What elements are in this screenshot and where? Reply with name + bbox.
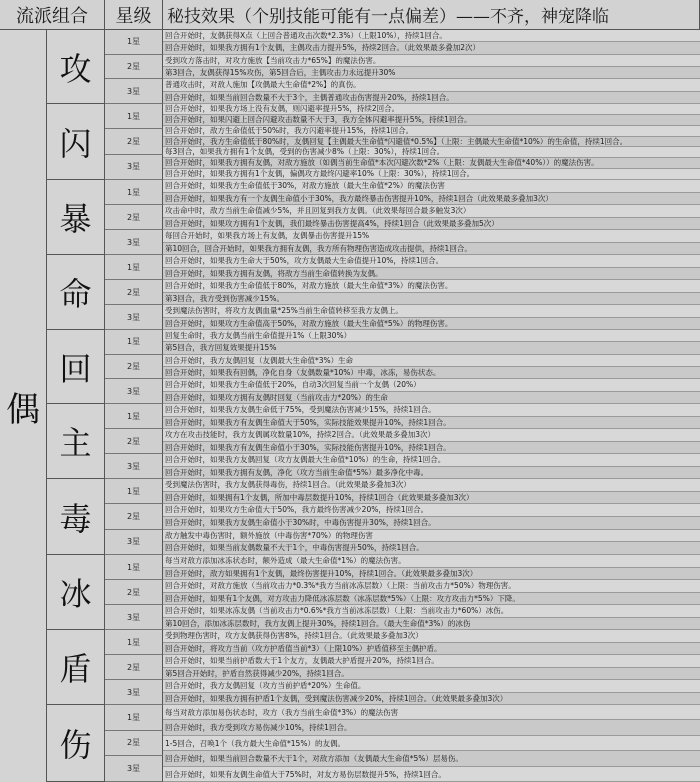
effect-row: 回合开始时，如果我方生命值低于20%，自动3次回复当前一个友偶（20%）	[163, 379, 700, 391]
star-level: 3星	[105, 379, 163, 404]
effect-row: 1-5回合，召唤1个（我方最大生命值*15%）的友偶。	[163, 736, 700, 751]
star-level: 2星	[105, 655, 163, 680]
effect-row: 回合开始时，如果拥有1个友偶，所加中毒层数提升10%，持续1回合（此效果最多叠加3次）	[163, 492, 700, 505]
effect-row: 普通攻击时，对敌人施加【攻偶最大生命值*2%】的真伤。	[163, 79, 700, 91]
effect-row: 回合开始时，如果我方生命值低于30%，对敌方施放（最大生命值*2%）的魔法伤害	[163, 180, 700, 193]
effect-row: 每当对敌方添加冰冻状态时，额外造成（最大生命值*1%）的魔法伤害。	[163, 555, 700, 568]
star-level: 2星	[105, 580, 163, 605]
star-level: 3星	[105, 756, 163, 782]
effect-row: 回合开始时，如果有1个友偶，对方攻击力降低冰冻层数（冰冻层数*5%）（上限：攻方攻击力*5%）下降。	[163, 593, 700, 606]
school-name: 冰	[46, 555, 105, 630]
school-name: 毒	[46, 479, 105, 555]
star-level: 1星	[105, 555, 163, 580]
effect-row: 回复生命时，我方友偶当前生命值提升1%（上限30%）	[163, 330, 700, 342]
star-level: 3星	[105, 230, 163, 255]
effect-row: 回合开始时，如果我方友偶生命低于75%，受到魔法伤害减少15%，持续1回合。	[163, 404, 700, 417]
star-level: 3星	[105, 680, 163, 705]
star-level: 2星	[105, 429, 163, 454]
group-label: 偶	[0, 30, 46, 782]
effect-row: 每回合开始时，如果我方场上有友偶，友偶暴击伤害提升15%	[163, 230, 700, 243]
star-level: 3星	[105, 79, 163, 104]
star-level: 1星	[105, 330, 163, 355]
school-name: 主	[46, 404, 105, 479]
header-star: 星级	[105, 0, 163, 30]
header-effect: 秘技效果（个别技能可能有一点偏差）——不齐，神宠降临	[163, 0, 700, 30]
effect-row: 回合开始时，如果我方有友偶生命值大于50%，实际技能效果提升10%，持续1回合。	[163, 417, 700, 430]
header-school: 流派组合	[0, 0, 105, 30]
effect-row: 受到魔法伤害时，我方友偶获得毒伤，持续1回合。（此效果最多叠加3次）	[163, 479, 700, 492]
effect-row: 回合开始时，如果我方友偶生命值小于30%时，中毒伤害提升30%，持续1回合。	[163, 517, 700, 530]
star-level: 2星	[105, 205, 163, 230]
star-level: 2星	[105, 129, 163, 154]
effect-row: 敌方触发中毒伤害时，额外施放（中毒伤害*70%）的物理伤害	[163, 530, 700, 543]
effect-row: 回合开始时，如果冰冻友偶（当前攻击力*0.6%*我方当前冰冻层数）（上限：当前攻击力*60%）冰伤。	[163, 605, 700, 618]
star-level: 1星	[105, 255, 163, 280]
effect-row: 回合开始时，如果当前回合数量不大于3个，主偶普通攻击伤害提升20%，持续1回合。	[163, 92, 700, 104]
effect-row: 第10回合，添加冰冻层数时，我方友偶上提升30%，持续1回合。（最大生命值*3%）的冰伤	[163, 618, 700, 631]
effect-row: 第5回合，我方回复效果提升15%	[163, 342, 700, 354]
effect-row: 回合开始时，如果我方有友偶生命值小于30%，实际技能伤害提升10%，持续1回合。	[163, 442, 700, 455]
effect-row: 每当对敌方添加易伤状态时，攻方（我方当前生命值*3%）的魔法伤害	[163, 705, 700, 720]
effect-row: 回合开始时，如果我有回偶，净化自身（友偶数量*10%）中毒，冰冻，易伤状态。	[163, 367, 700, 379]
effect-row: 回合开始时，如果我方生命大于50%，攻方友偶最大生命值提升10%，持续1回合。	[163, 255, 700, 268]
effect-row: 受到物理伤害时，攻方友偶获得伤害8%，持续1回合。（此效果最多叠加3次）	[163, 630, 700, 643]
effect-row: 攻击命中时，敌方当前生命值减少5%，并且回复到我方友偶。（此效果每回合最多触发3次）	[163, 205, 700, 218]
effect-row: 回合开始时，如果有友偶生命值大于75%时，对友方易伤层数提升5%，持续1回合。	[163, 767, 700, 782]
effect-row: 回合开始时，如果攻方拥有1个友偶，我们最终暴击伤害提高4%，持续1回合（此效果最多叠加5次）	[163, 218, 700, 231]
effect-row: 受到魔法伤害时，将攻方友偶血量*25%当前生命值转移至我方友偶上。	[163, 305, 700, 318]
star-level: 3星	[105, 605, 163, 630]
school-name: 伤	[46, 705, 105, 782]
star-level: 1星	[105, 180, 163, 205]
school-name: 攻	[46, 30, 105, 104]
star-level: 1星	[105, 479, 163, 504]
effect-row: 回合开始时，如果我方友偶回复（攻方友偶最大生命值*10%）的生命，持续1回合。	[163, 454, 700, 467]
effect-row: 回合开始时，如果我方场上没有友偶，则闪避率提升5%，持续2回合。	[163, 104, 700, 115]
star-level: 1星	[105, 30, 163, 55]
effect-row: 受到攻方落击时，对攻方施放【当前攻击力*65%】的魔法伤害。	[163, 55, 700, 67]
effect-row: 回合开始时，我方生命值低于80%时，友偶回复【主偶最大生命值*闪避值*0.5%】（上限：主偶最大生命值*10%）的生命值，持续1回合。	[163, 137, 700, 148]
school-name: 命	[46, 255, 105, 330]
effect-row: 回合开始时，如果当前回合数量不大于1个，对敌方添加（友偶最大生命值*5%）层易伤。	[163, 751, 700, 766]
star-level: 2星	[105, 280, 163, 305]
star-level: 1星	[105, 630, 163, 655]
star-level: 2星	[105, 504, 163, 529]
effect-row: 回合开始时，如果当前护盾数大于1个友方，友偶最大护盾提升20%，持续1回合。	[163, 655, 700, 668]
effect-row: 攻方在攻击技能时，我方友偶属攻数量10%，持续2回合。（此效果最多叠加3次）	[163, 429, 700, 442]
effect-row: 回合开始时，如果我方拥有1个友偶，主偶攻击力提升5%，持续2回合。（此效果最多叠加2次）	[163, 42, 700, 54]
effect-row: 回合开始时，如果攻方生命值高于50%，对敌方施放（最大生命值*5%）的物理伤害。	[163, 318, 700, 331]
star-level: 2星	[105, 731, 163, 757]
effect-row: 每3回合，如果我方拥有1个友偶，受到的伤害减少8%（上限：30%），持续1回合。	[163, 147, 700, 158]
effect-row: 回合开始时，如果攻方拥有友偶时回复（当前攻击力*20%）的生命	[163, 392, 700, 404]
effect-row: 回合开始时，我方友偶回复（攻方当前护盾*20%）生命值。	[163, 680, 700, 693]
effect-row: 回合开始时，如果攻方生命值大于50%，我方最终伤害减少20%，持续1回合。	[163, 504, 700, 517]
effect-row: 回合开始时，如果我方拥有护盾1个友偶，受到魔法伤害减少20%，持续1回合。（此效果最多叠加3次）	[163, 693, 700, 706]
star-level: 3星	[105, 155, 163, 180]
star-level: 1星	[105, 104, 163, 129]
school-name: 闪	[46, 104, 105, 180]
school-name: 盾	[46, 630, 105, 705]
effect-row: 回合开始时，友偶获得X点（上回合普通攻击次数*2.3%）（上限10%），持续1回合。	[163, 30, 700, 42]
effect-row: 回合开始时，如果我方拥有友偶，将敌方当前生命值转换为友偶。	[163, 268, 700, 281]
effect-row: 第5回合开始时，护盾自然获得减少20%，持续1回合。	[163, 668, 700, 681]
effect-row: 回合开始时，如果我方拥有友偶，净化（攻方当前生命值*5%）最多净化中毒。	[163, 467, 700, 480]
star-level: 3星	[105, 454, 163, 479]
effect-row: 回合开始时，如果我方有一个友偶生命值小于30%，我方最终暴击伤害提升10%，持续1回合（此效果最多叠加3次）	[163, 193, 700, 206]
effect-row: 第10回合，回合开始时，如果我方拥有友偶，我方所有物理伤害造成攻击提供，持续1回合。	[163, 243, 700, 256]
effect-row: 回合开始时，如果我方生命值低于80%，对敌方施放（最大生命值*3%）的魔法伤害。	[163, 280, 700, 293]
effect-row: 回合开始时，我方友偶回复（友偶最大生命值*3%）生命	[163, 355, 700, 367]
star-level: 1星	[105, 404, 163, 429]
effect-row: 回合开始时，如果闪避上回合闪避攻击数量不大于3，我方全体闪避率提升5%，持续1回合。	[163, 115, 700, 126]
star-level: 2星	[105, 355, 163, 380]
star-level: 3星	[105, 530, 163, 555]
school-name: 回	[46, 330, 105, 404]
effect-row: 回合开始时，如果我方拥有1个友偶，偏偶攻方最终闪避率10%（上限：30%），持续1回合。	[163, 169, 700, 180]
effect-row: 回合开始时，如果我方拥有友偶，对敌方施放（如偶当前生命值*本次闪避次数*2%（上限：友偶最大生命值*40%））的魔法伤害。	[163, 158, 700, 169]
star-level: 2星	[105, 55, 163, 80]
effect-row: 回合开始时，我方受到攻方易伤减少10%，持续1回合。	[163, 720, 700, 735]
effect-row: 回合开始时，将攻方当前（攻方护盾值当前*3）（上限10%）护盾值移至主偶护盾。	[163, 643, 700, 656]
star-level: 1星	[105, 705, 163, 731]
effect-row: 回合开始时，对敌方施放（当前攻击力*0.3%*我方当前冰冻层数）（上限：当前攻击力*50%）物理伤害。	[163, 580, 700, 593]
effect-row: 回合开始时，敌方生命值低于50%时，我方闪避率提升15%，持续1回合。	[163, 126, 700, 137]
effect-row: 第3回合，我方受到伤害减少15%。	[163, 293, 700, 306]
effect-row: 回合开始时，如果当前友偶数量不大于1个，中毒伤害提升50%，持续1回合。	[163, 542, 700, 555]
effect-row: 第3回合，友偶获得15%攻伤，第5回合后，主偶攻击力永远提升30%	[163, 67, 700, 79]
school-name: 暴	[46, 180, 105, 255]
effect-row: 回合开始时，敌方如果拥有1个友偶，最终伤害提升10%，持续1回合。（此效果最多叠加3次）	[163, 568, 700, 581]
star-level: 3星	[105, 305, 163, 330]
